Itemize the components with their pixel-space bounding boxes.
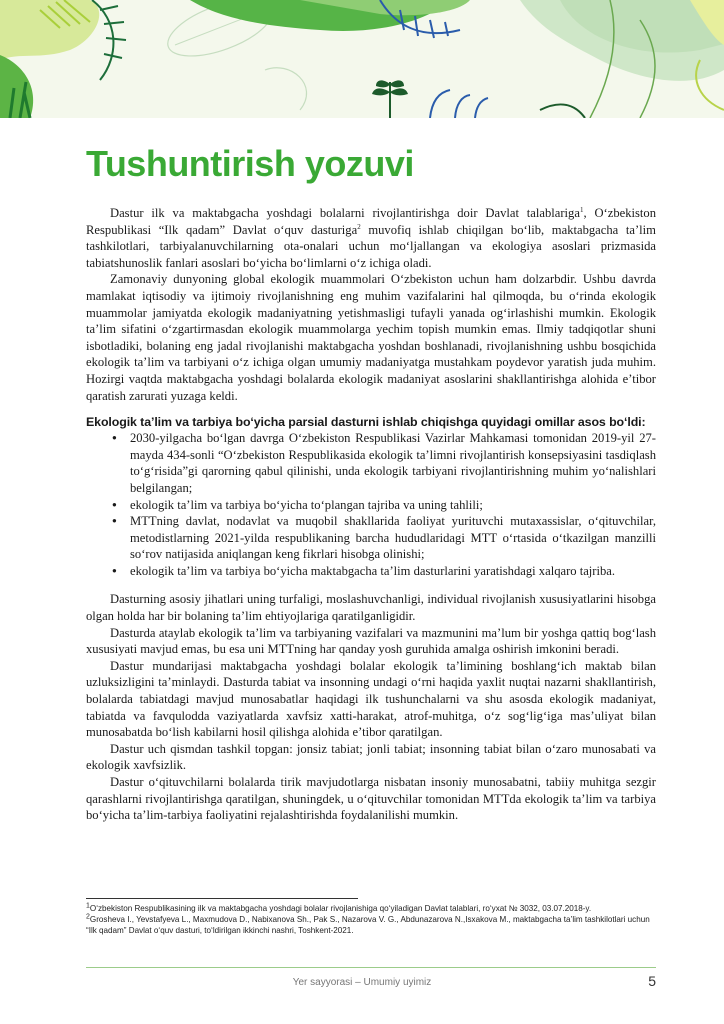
- footnotes: [86, 903, 656, 936]
- factors-list: [86, 430, 656, 579]
- footnote-ref-1[interactable]: 1: [579, 205, 584, 214]
- page-number: 5: [648, 973, 656, 989]
- page-title: Tushuntirish yozuvi: [86, 143, 414, 184]
- footnote-1: $^1$O‘zbekiston Respublikasining ilk va maktabgacha yoshdagi bolalar rivojlanishiga qo‘yiladigan Davlat talablari, ro‘yxat № 3032, 03.07.2018-y.: [86, 902, 592, 913]
- body-paragraph: Dastur uch qismdan tashkil topgan: jonsiz tabiat; jonli tabiat; insonning tabiat bilan o‘zaro munosabati va ekologik xavfsizlik.: [86, 741, 656, 773]
- body-paragraph: Dastur o‘qituvchilarni bolalarda tirik mavjudotlarga nisbatan insoniy munosabatni, tabiiy muhitga sezgir qarashlarni rivojlantirishga qaratilgan, shuningdek, u o‘qituvchilar tomonidan MTTda ekologik ta’lim va tarbiya bo‘yicha ta’lim-tarbiya faoliyatini rejalashtirishda foydalanilishi mumkin.: [86, 775, 656, 823]
- list-item: ● ekologik ta’lim va tarbiya bo‘yicha to‘plangan tajriba va uning tahlili;: [86, 497, 656, 514]
- document-body: [86, 205, 656, 824]
- list-item: ● ekologik ta’lim va tarbiya bo‘yicha maktabgacha ta’lim dasturlarini yaratishdagi xalqaro tajriba.: [86, 563, 656, 580]
- body-paragraph: Dasturning asosiy jihatlari uning turfaligi, moslashuvchanligi, individual rivojlanish xususiyatlarini hisobga olgan holda har bir bolaning ta’lim ehtiyojlariga qaratilganligidir.: [86, 592, 656, 624]
- decorative-banner: [0, 0, 724, 118]
- leaf-pattern-illustration: [0, 0, 724, 118]
- body-paragraph: Dasturda ataylab ekologik ta’lim va tarbiyaning vazifalari va mazmunini ma’lum bir yoshga qattiq bog‘lash xususiyati mavjud emas, bu esa uni MTTning har qanday yosh guruhida amalga oshirish imkonini beradi.: [86, 625, 656, 657]
- intro-paragraph-2: Zamonaviy dunyoning global ekologik muammolari O‘zbekiston uchun ham dolzarbdir. Ushbu davrda mamlakat iqtisodiy va ijtimoiy rivojlanishning eng muhim vazifalarini hal qilmoqda, bu o‘rinda ekologik muammolar jamiyatda ekologik madaniyatning yetishmasligi tufayli yanada og‘irlashishi mumkin. Ekologik ta’lim sifatini o‘zgartirmasdan ekologik muammolarga yechim topish mumkin emas. Ilmiy tadqiqotlar shuni isbotladiki, bolaning eng jadal rivojlanishi maktabgacha yoshdan boshlanadi, rivojlanishning ushbu bosqichida ekologik ta’lim va tarbiyani o‘z ichiga olgan umumiy madaniyatga mustahkam poydevor yaratish juda muhim. Hozirgi vaqtda maktabgacha yoshdagi bolalarda ekologik madaniyat asoslarini shakllantirishga alohida e’tibor qaratish zarurati yuzaga keldi.: [86, 272, 656, 403]
- footnote-divider: [86, 898, 358, 899]
- running-footer: Yer sayyorasi – Umumiy uyimiz: [292, 977, 432, 988]
- list-item: ● 2030-yilgacha bo‘lgan davrga O‘zbekiston Respublikasi Vazirlar Mahkamasi tomonidan 2019-yil 27-mayda 434-sonli “O‘zbekiston Respublikasida ekologik ta’limni rivojlantirish konsepsiyasini tasdiqlash to‘g‘risida”gi qarorning qabul qilinishi, unda ekologik tarbiyani rivojlantirishning muhim yo‘nalishlari belgilangan;: [86, 430, 656, 496]
- footnote-2: $^2$Grosheva I., Yevstafyeva L., Maxmudova D., Nabixanova Sh., Pak S., Nazarova V. G., Abdunazarova N.,Isxakova M., maktabgacha ta’lim tashkilotlari uchun “Ilk qadam” Davlat o‘quv dasturi, to‘ldirilgan ikkinchi nashri, Toshkent-2021.: [86, 913, 650, 935]
- intro-paragraph-1: Dastur ilk va maktabgacha yoshdagi bolalarni rivojlantirishga doir Davlat talablariga$^1$, O‘zbekiston Respublikasi “Ilk qadam” Davlat o‘quv dasturiga$^2$ muvofiq ishlab chiqilgan bo‘lib, maktabgacha ta’lim tashkilotlari, tarbiyalanuvchilarning ota-onalari uchun mo‘ljallangan va ekologiya asoslari prizmasida tabiatshunoslik fanlari asoslari bo‘yicha bo‘limlarni o‘z ichiga oladi.: [86, 205, 656, 270]
- section-subheading: Ekologik ta’lim va tarbiya bo‘yicha parsial dasturni ishlab chiqishga quyidagi omillar asos bo‘ldi:: [86, 415, 646, 430]
- body-paragraph: Dastur mundarijasi maktabgacha yoshdagi bolalar ekologik ta’limining boshlang‘ich maktab bilan uzluksizligini ta’minlaydi. Dasturda tabiat va insonning undagi o‘rni haqida yaxlit nuqtai nazarni shakllantirish, bolalarda tabiatdagi mavjud munosabatlar haqidagi ilk tushunchalarni va shu asosda ekologik madaniyat, tabiatda va favqulodda vaziyatlarda xavfsiz xatti-harakat, atrof-muhitga, o‘z sog‘lig‘iga mas’uliyat bilan munosabatda bo‘lish kabilarni hosil qilishga alohida e’tibor qaratilgan.: [86, 658, 656, 740]
- footer-divider: [86, 967, 656, 968]
- footnote-ref-2[interactable]: 2: [357, 222, 361, 231]
- list-item: ● MTTning davlat, nodavlat va muqobil shakllarida faoliyat yurituvchi mutaxassislar, o‘qituvchilar, metodistlarning 2021-yilda respublikaning barcha hududlaridagi MTT o‘rtasida o‘tkazilgan manzilli so‘rov natijasida aniqlangan keng fikrlari hisobga olinishi;: [86, 513, 656, 563]
